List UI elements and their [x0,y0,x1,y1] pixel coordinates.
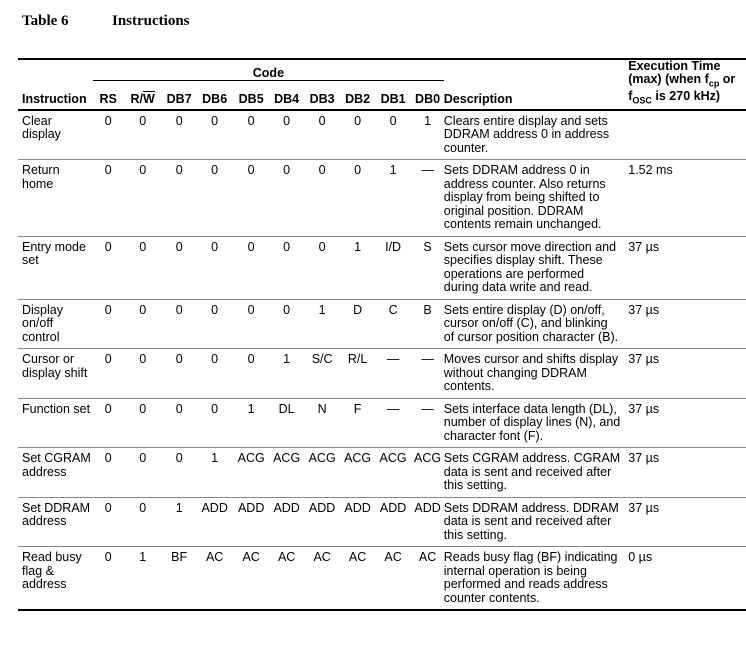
bit-cell: D [340,299,374,349]
table-body [18,110,746,611]
bit-cell: 0 [340,110,374,160]
bit-cell: 0 [340,160,374,237]
bit-cell: ADD [340,497,374,547]
instruction-cell: Read busy flag & address [18,547,93,611]
bit-header: DB2 [340,81,374,110]
description-cell: Sets CGRAM address. CGRAM data is sent and received after this setting. [444,448,624,498]
table-row [18,299,746,349]
bit-cell: — [411,160,443,237]
table-row [18,110,746,160]
bit-cell: B [411,299,443,349]
bit-cell: 0 [196,110,233,160]
bit-header: DB1 [375,81,412,110]
bit-cell: ACG [411,448,443,498]
bit-cell: 0 [233,299,270,349]
bit-cell: ACG [304,448,341,498]
bit-cell: 0 [233,110,270,160]
bit-cell: 0 [269,299,303,349]
instruction-cell: Set DDRAM address [18,497,93,547]
bit-header: $R/\overline{W}$ [123,81,162,110]
bit-cell: 0 [93,236,123,299]
bit-cell: S [411,236,443,299]
bit-cell: 0 [233,236,270,299]
table-row [18,497,746,547]
execution-time-cell: 37 µs [624,448,746,498]
table-title: Instructions [112,13,190,29]
bit-cell: 0 [162,299,196,349]
bit-cell: 0 [304,110,341,160]
bit-header: DB6 [196,81,233,110]
table-caption [22,13,190,30]
bit-cell: AC [269,547,303,611]
bit-cell: AC [196,547,233,611]
bit-cell: 1 [411,110,443,160]
bit-cell: 0 [162,236,196,299]
bit-cell: 0 [123,398,162,448]
bit-header: RS [93,81,123,110]
bit-cell: — [411,398,443,448]
bit-cell: AC [233,547,270,611]
bit-cell: ADD [411,497,443,547]
bit-cell: ACG [269,448,303,498]
description-cell: Moves cursor and shifts display without changing DDRAM contents. [444,349,624,399]
bit-cell: AC [375,547,412,611]
bit-cell: 0 [269,110,303,160]
table-row [18,547,746,611]
description-cell: Sets entire display (D) on/off, cursor on/off (C), and blinking of cursor position character (B). [444,299,624,349]
bit-cell: 0 [196,299,233,349]
bit-cell: 0 [93,398,123,448]
bit-cell: R/L [340,349,374,399]
bit-cell: 1 [304,299,341,349]
table-row [18,236,746,299]
bit-cell: 0 [196,236,233,299]
table-row [18,160,746,237]
bit-cell: 0 [93,448,123,498]
bit-cell: 1 [233,398,270,448]
bit-cell: 0 [123,448,162,498]
bit-cell: ACG [340,448,374,498]
bit-cell: 0 [196,160,233,237]
execution-time-header: Execution Time (max) (when $f_{cp}$ or $f_{OSC}$ is 270 kHz) [624,59,746,110]
bit-cell: 1 [162,497,196,547]
bit-cell: 1 [340,236,374,299]
execution-time-cell [624,110,746,160]
bit-cell: — [375,398,412,448]
description-cell: Sets cursor move direction and specifies display shift. These operations are performed during data write and read. [444,236,624,299]
bit-cell: N [304,398,341,448]
bit-cell: ACG [375,448,412,498]
bit-cell: 0 [93,349,123,399]
bit-cell: 0 [162,160,196,237]
bit-cell: 0 [304,160,341,237]
bit-cell: S/C [304,349,341,399]
bit-cell: 0 [123,236,162,299]
bit-header: DB4 [269,81,303,110]
bit-cell: 0 [269,236,303,299]
bit-cell: DL [269,398,303,448]
bit-header: DB3 [304,81,341,110]
bit-cell: 0 [233,160,270,237]
bit-cell: 0 [93,497,123,547]
bit-cell: 0 [375,110,412,160]
bit-cell: ADD [196,497,233,547]
description-cell: Sets interface data length (DL), number of display lines (N), and character font (F). [444,398,624,448]
execution-time-cell: 0 µs [624,547,746,611]
bit-cell: — [411,349,443,399]
bit-cell: 0 [304,236,341,299]
description-cell: Clears entire display and sets DDRAM address 0 in address counter. [444,110,624,160]
instructions-table [18,58,746,611]
bit-cell: 1 [196,448,233,498]
bit-cell: 0 [123,497,162,547]
instruction-cell: Entry mode set [18,236,93,299]
bit-cell: 1 [375,160,412,237]
bit-cell: 0 [93,160,123,237]
bit-cell: 0 [162,398,196,448]
bit-cell: AC [340,547,374,611]
bit-cell: ADD [375,497,412,547]
table-row [18,448,746,498]
bit-cell: 0 [123,349,162,399]
bit-cell: I/D [375,236,412,299]
bit-cell: ADD [304,497,341,547]
bit-cell: 0 [196,349,233,399]
table-row [18,349,746,399]
execution-time-cell: 37 µs [624,497,746,547]
table-row [18,398,746,448]
instruction-header: Instruction [18,81,93,110]
table-number: Table 6 [22,13,69,29]
bit-cell: 0 [162,110,196,160]
instruction-cell: Set CGRAM address [18,448,93,498]
bit-cell: 0 [123,299,162,349]
bit-cell: 0 [269,160,303,237]
execution-time-cell: 1.52 ms [624,160,746,237]
bit-cell: 0 [93,110,123,160]
bit-header: DB7 [162,81,196,110]
description-cell: Sets DDRAM address. DDRAM data is sent and received after this setting. [444,497,624,547]
bit-cell: C [375,299,412,349]
bit-cell: ACG [233,448,270,498]
execution-time-cell: 37 µs [624,299,746,349]
bit-header: DB0 [411,81,443,110]
instruction-cell: Return home [18,160,93,237]
bit-cell: 0 [233,349,270,399]
bit-cell: AC [304,547,341,611]
execution-time-cell: 37 µs [624,398,746,448]
description-cell: Reads busy flag (BF) indicating internal operation is being performed and reads address counter contents. [444,547,624,611]
bit-cell: ADD [269,497,303,547]
instruction-cell: Cursor or display shift [18,349,93,399]
description-header: Description [444,81,624,110]
execution-time-cell: 37 µs [624,349,746,399]
bit-cell: 0 [93,299,123,349]
execution-time-cell: 37 µs [624,236,746,299]
bit-cell: F [340,398,374,448]
bit-cell: AC [411,547,443,611]
instruction-cell: Clear display [18,110,93,160]
bit-cell: 0 [93,547,123,611]
bit-cell: — [375,349,412,399]
code-header: Code [93,59,444,81]
bit-cell: 0 [162,448,196,498]
bit-cell: 0 [123,160,162,237]
bit-cell: 1 [269,349,303,399]
bit-cell: BF [162,547,196,611]
bit-cell: 1 [123,547,162,611]
bit-cell: 0 [196,398,233,448]
bit-cell: 0 [123,110,162,160]
instruction-cell: Function set [18,398,93,448]
description-cell: Sets DDRAM address 0 in address counter. Also returns display from being shifted to original position. DDRAM contents remain unchanged. [444,160,624,237]
instruction-cell: Display on/off control [18,299,93,349]
bit-cell: 0 [162,349,196,399]
bit-header: DB5 [233,81,270,110]
bit-cell: ADD [233,497,270,547]
